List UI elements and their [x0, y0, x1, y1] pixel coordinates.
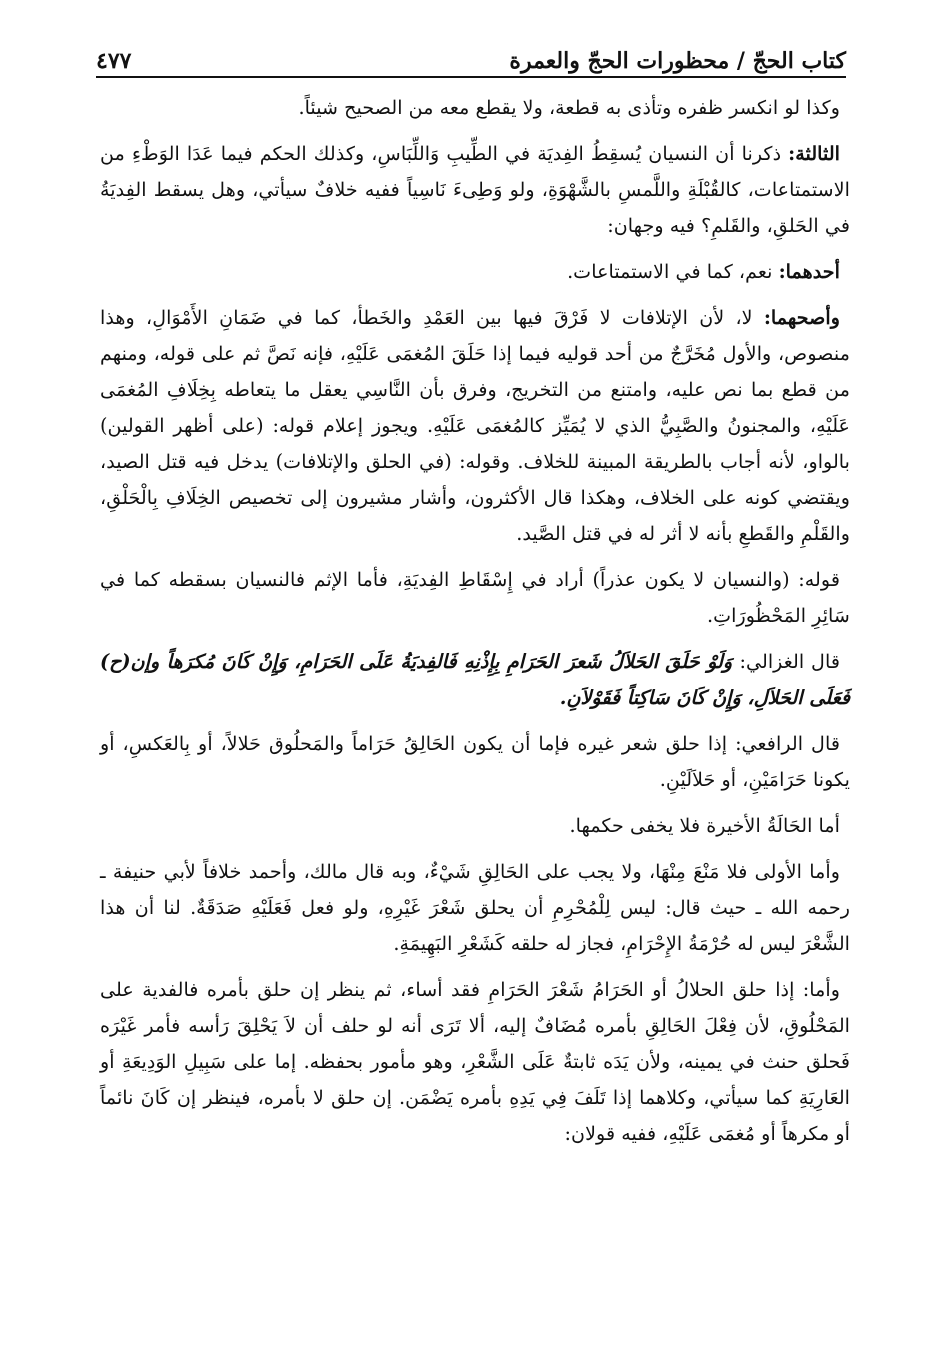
ghazali-text: وَلَوْ حَلَقَ الحَلاَلُ شَعرَ الحَرَامِ بِإِذْنِهِ فَالفِديَةُ عَلَى الحَرَامِ، وَإِنْ كَانَ مُكرَهاً وإن(ح) فَعَلَى الحَلاَلِ، وَإِنْ كَانَ سَاكِتاً فَقَوْلاَنِ.	[100, 650, 850, 709]
page-number: ٤٧٧	[96, 48, 132, 74]
paragraph-text: أما الحَالَةُ الأخيرة فلا يخفى حكمها.	[569, 814, 840, 837]
paragraph	[100, 972, 850, 1152]
paragraph-text: لا، لأن الإتلافات لا فَرْقَ فيها بين العَمْدِ والخَطأ، كما في ضَمَانِ الأَمْوَالِ، وهذا منصوص، والأول مُخَرَّجٌ من أحد قوليه فيما إذا حَلَقَ المُغمَى عَلَيْهِ، فإنه نَصَّ ثم على قوله، ومنهم من قطع بما نص عليه، وامتنع من التخريج، وفرق بأن النَّاسِي يعقل ما يتعاطه بِخِلَافِ المُغمَى عَلَيْهِ، والمجنونُ والصَّبِيُّ الذي لا يُمَيِّز كالمُغمَى عَلَيْهِ. ويجوز إعلام قوله: (على أظهر القولين) بالواو، لأنه أجاب بالطريقة المبينة للخلاف. وقوله: (في الحلق والإتلافات) يدخل فيه قتل الصيد، ويقتضي كونه على الخلاف، وهكذا قال الأكثرون، وأشار مشيرون إلى تخصيص الخِلَافِ بِالْحَلْقِ، والقَلْمِ والقَطعِ بأنه لا أثر له في قتل الصَّيد.	[100, 306, 850, 545]
paragraph-lead: وأصحهما:	[763, 306, 840, 329]
ghazali-quote	[100, 644, 850, 716]
paragraph	[100, 254, 850, 290]
paragraph-text: وكذا لو انكسر ظفره وتأذى به قطعة، ولا يقطع معه من الصحيح شيئاً.	[298, 96, 840, 119]
paragraph-lead: أحدهما:	[778, 260, 840, 283]
paragraph	[100, 726, 850, 798]
paragraph-text: ذكرنا أن النسيان يُسقِطُ الفِديَة في الطِّيبِ وَاللِّبَاسِ، وكذلك الحكم فيما عَدَا الوَطْءِ من الاستمتاعات، كالقُبْلَةِ واللَّمسِ بالشَّهْوَةِ، ولو وَطِىءَ نَاسِياً ففيه خلافٌ سيأتي، وهل يسقط الفِديَةُ في الحَلقِ، والقَلمِ؟ فيه وجهان:	[100, 142, 850, 237]
paragraph-text: قال الرافعي: إذا حلق شعر غيره فإما أن يكون الحَالِقُ حَرَاماً والمَحلُوق حَلالاً، أو بِالعَكسِ، أو يكونا حَرَامَيْنِ، أو حَلاَلَيْنِ.	[100, 732, 850, 791]
paragraph-text: قوله: (والنسيان لا يكون عذراً) أراد في إِسْقَاطِ الفِديَةِ، فأما الإثم فالنسيان بسقطه كما في سَائِرِ المَحْظُورَاتِ.	[100, 568, 850, 627]
page-body	[100, 90, 850, 1272]
paragraph	[100, 562, 850, 634]
page-header	[96, 34, 846, 74]
running-title: كتاب الحجّ / محظورات الحجّ والعمرة	[509, 48, 846, 74]
paragraph	[100, 300, 850, 552]
paragraph-text: وأما الأولى فلا مَنْعَ مِنْهَا، ولا يجب على الحَالِقِ شَيْءٌ، وبه قال مالك، وأحمد خلافاً لأبي حنيفة ـ رحمه الله ـ حيث قال: ليس لِلْمُحْرِمِ أن يحلق شَعْرَ غَيْرِهِ، ولو فعل فَعَلَيْهِ صَدَقَةٌ. لنا أن هذا الشَّعْرَ ليس له حُرْمَةُ الإِحْرَامِ، فجاز له حلقه كَشَعْرِ البَهِيمَةِ.	[100, 860, 850, 955]
paragraph-text: نعم، كما في الاستمتاعات.	[567, 260, 779, 283]
paragraph	[100, 136, 850, 244]
paragraph-lead: الثالثة:	[788, 142, 840, 165]
paragraph-text: وأما: إذا حلق الحلالُ أو الحَرَامُ شَعْرَ الحَرَامِ فقد أساء، ثم ينظر إن حلق بأمره فالفدية على المَحْلُوقِ، لأن فِعْلَ الحَالِقِ بأمره مُضَافٌ إليه، ألا تَرَى أنه لو حلف أن لاَ يَحْلِقَ رَأسه فأمر غَيْرَه فَحلق حنث في يمينه، ولأن يَدَه ثابتةٌ عَلَى الشَّعْرِ، وهو مأمور بحفظه. إما على سَبِيلِ الوَدِيعَةِ أو العَارِيَةِ كما سيأتي، وكلاهما إذا تَلَفَ فِي يَدِهِ بأمره يَضْمَن. إن حلق لا بأمره، فينظر إن كَانَ نائماً أو مكرهاً أو مُغمَى عَلَيْهِ، ففيه قولان:	[100, 978, 850, 1145]
header-rule	[96, 76, 846, 78]
paragraph	[100, 90, 850, 126]
paragraph	[100, 808, 850, 844]
paragraph-lead: قال الغزالي:	[739, 650, 840, 673]
paragraph	[100, 854, 850, 962]
